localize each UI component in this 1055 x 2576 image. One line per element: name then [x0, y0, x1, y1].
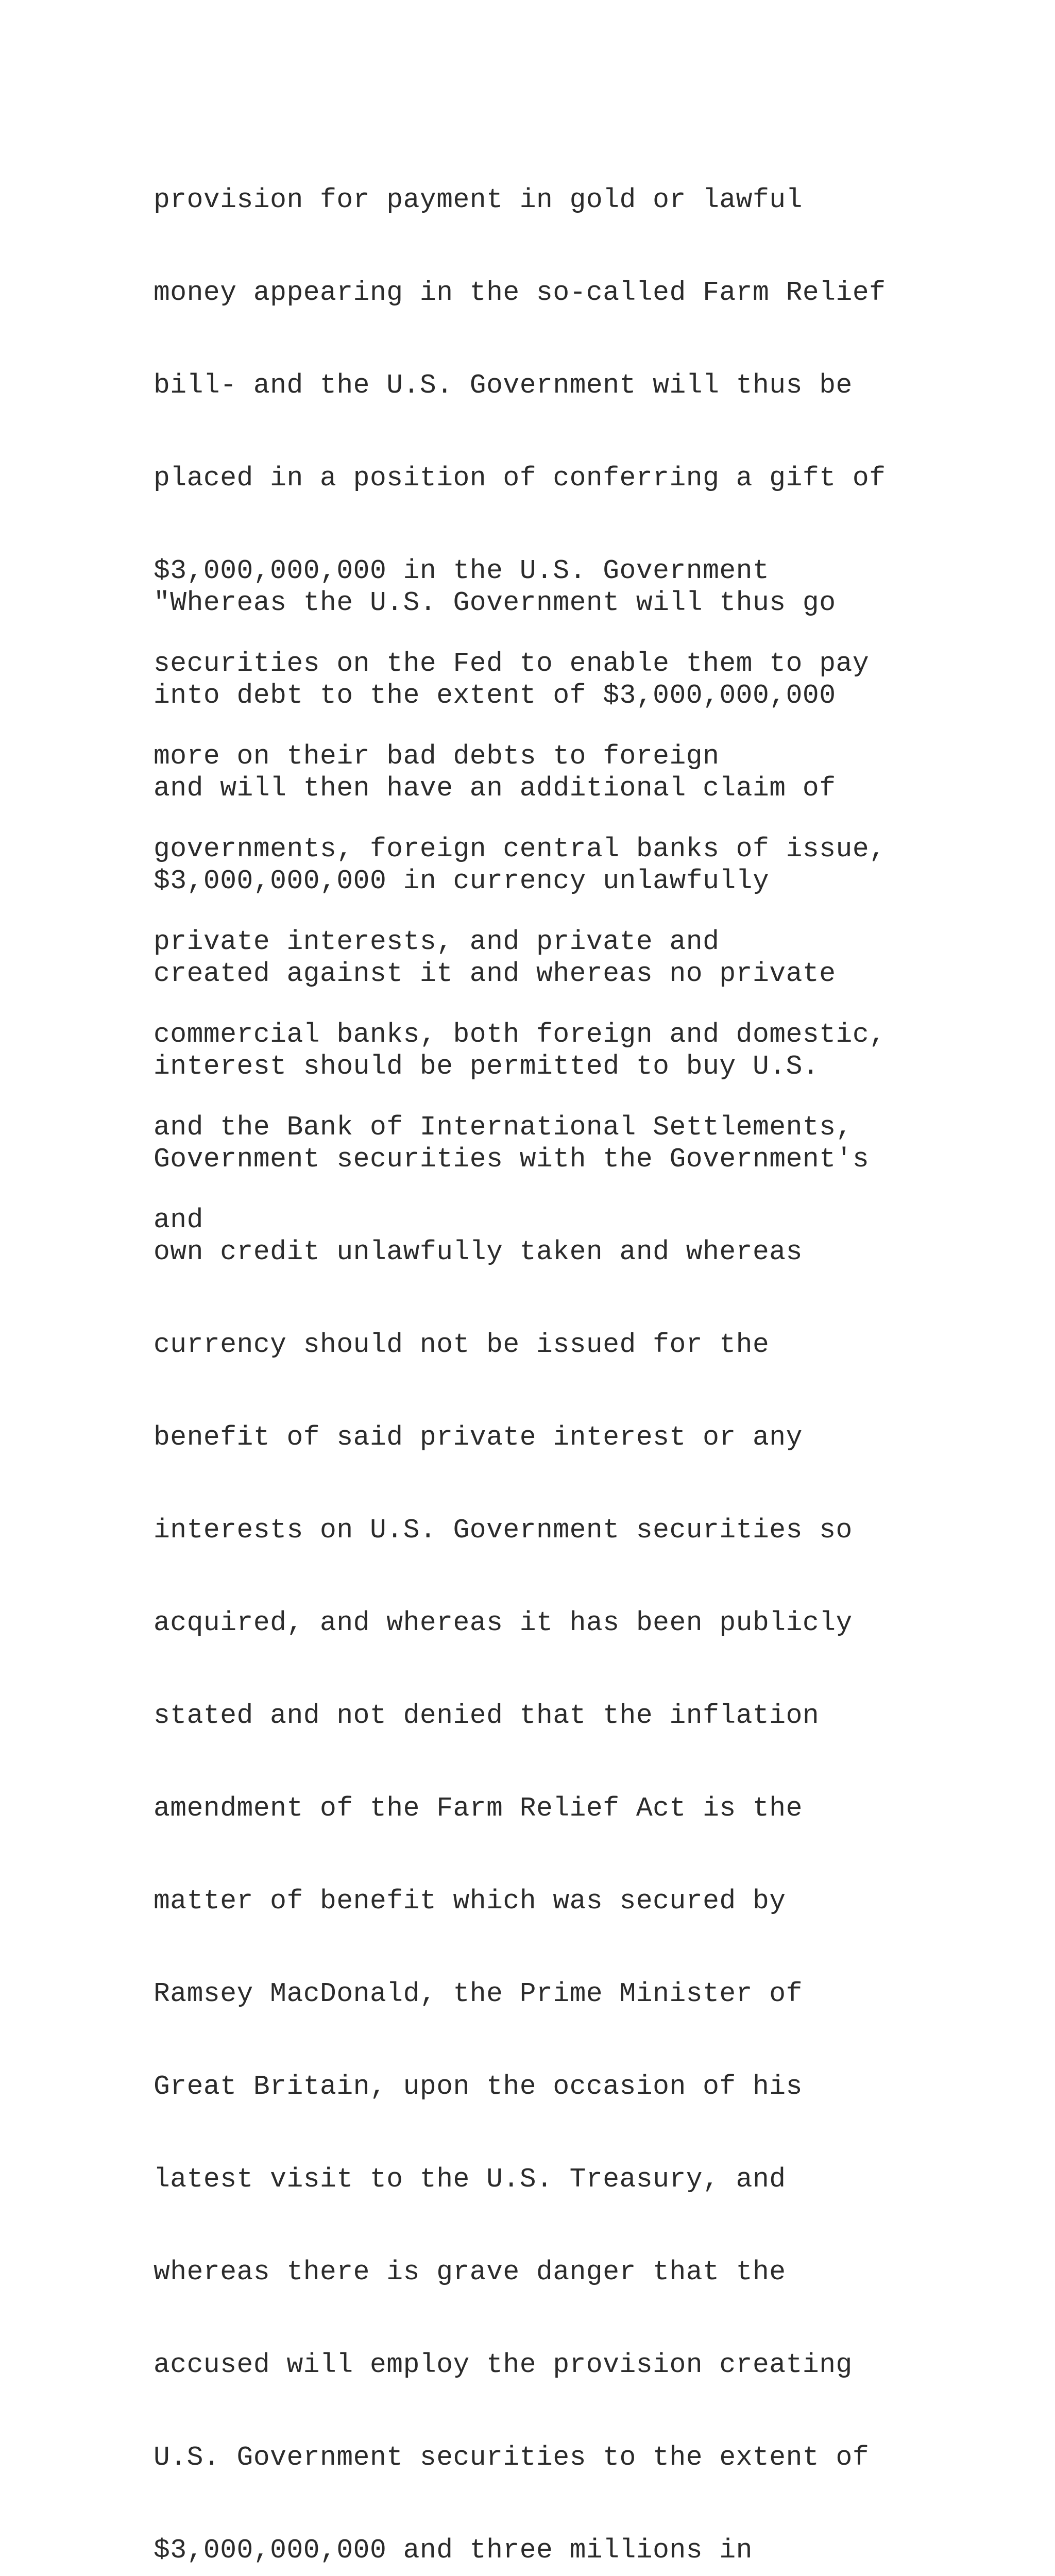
- text-line: interest should be permitted to buy U.S.: [154, 1051, 820, 1082]
- text-line: into debt to the extent of $3,000,000,000: [154, 680, 836, 711]
- text-line: Government securities with the Government's: [154, 1144, 870, 1175]
- text-line: securities on the Fed to enable them to pay: [154, 648, 870, 679]
- text-line: matter of benefit which was secured by: [154, 1886, 786, 1917]
- text-line: $3,000,000,000 in the U.S. Government: [154, 555, 770, 586]
- text-line: private interests, and private and: [154, 926, 720, 957]
- text-line: bill- and the U.S. Government will thus be: [154, 370, 853, 401]
- text-line: governments, foreign central banks of issue,: [154, 834, 886, 865]
- text-line: U.S. Government securities to the extent of: [154, 2442, 870, 2473]
- text-line: currency should not be issued for the: [154, 1329, 770, 1360]
- text-line: own credit unlawfully taken and whereas: [154, 1236, 803, 1267]
- text-line: and the Bank of International Settlements,: [154, 1112, 853, 1143]
- text-line: commercial banks, both foreign and domestic,: [154, 1019, 886, 1050]
- text-line: created against it and whereas no private: [154, 958, 836, 989]
- text-line: money appearing in the so-called Farm Relief: [154, 277, 886, 308]
- text-line: Ramsey MacDonald, the Prime Minister of: [154, 1978, 803, 2009]
- text-line: accused will employ the provision creating: [154, 2349, 853, 2380]
- text-line: more on their bad debts to foreign: [154, 741, 720, 772]
- text-line: placed in a position of conferring a gift of: [154, 463, 886, 494]
- text-line: latest visit to the U.S. Treasury, and: [154, 2164, 786, 2195]
- text-line: stated and not denied that the inflation: [154, 1700, 820, 1731]
- text-line: provision for payment in gold or lawful: [154, 184, 803, 215]
- text-line: $3,000,000,000 in currency unlawfully: [154, 866, 770, 896]
- text-line: benefit of said private interest or any: [154, 1422, 803, 1453]
- text-line: Great Britain, upon the occasion of his: [154, 2071, 803, 2102]
- text-line: "Whereas the U.S. Government will thus go: [154, 587, 836, 618]
- text-line: and will then have an additional claim of: [154, 773, 836, 804]
- text-line: interests on U.S. Government securities so: [154, 1515, 853, 1546]
- text-line: $3,000,000,000 and three millions in: [154, 2535, 753, 2566]
- text-line: amendment of the Farm Relief Act is the: [154, 1793, 803, 1824]
- text-line: and: [154, 1205, 203, 1235]
- text-line: acquired, and whereas it has been publicly: [154, 1607, 853, 1638]
- text-line: whereas there is grave danger that the: [154, 2257, 786, 2287]
- paragraph-2: [154, 526, 1040, 2576]
